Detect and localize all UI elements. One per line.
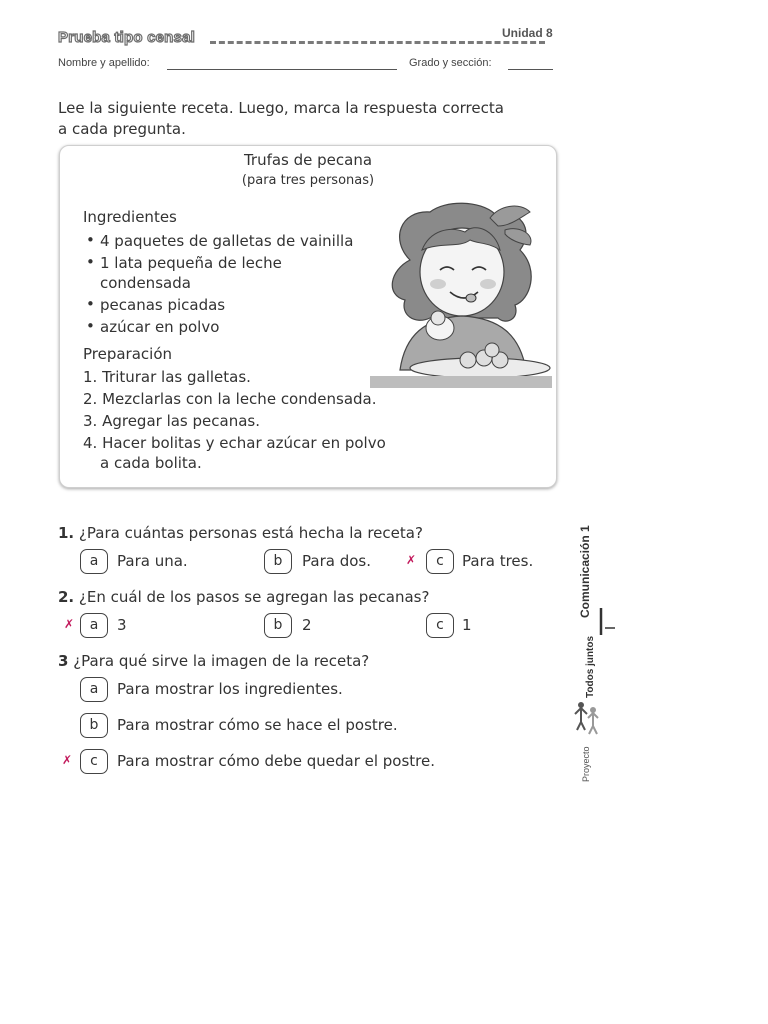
instructions-line-2: a cada pregunta. xyxy=(58,120,186,138)
book-title: Comunicación 1 xyxy=(578,525,592,618)
question-3 xyxy=(58,652,369,670)
recipe-title: Trufas de pecana xyxy=(243,151,373,169)
girl-eating-truffles-illustration xyxy=(370,200,552,390)
project-name: Todos juntos xyxy=(585,635,596,698)
q1-option-c[interactable]: c xyxy=(426,549,454,574)
q2-option-a[interactable]: a xyxy=(80,613,108,638)
recipe-subtitle: (para tres personas) xyxy=(241,173,375,188)
grade-line[interactable] xyxy=(508,69,553,70)
q2-option-b[interactable]: b xyxy=(264,613,292,638)
question-number: 1. xyxy=(58,524,75,542)
ingredient-item: azúcar en polvo xyxy=(100,318,220,336)
bullet: • xyxy=(86,253,95,271)
answer-check-mark: ✗ xyxy=(406,553,417,567)
question-number: 3 xyxy=(58,652,69,670)
step-item: 1. Triturar las galletas. xyxy=(83,368,251,386)
ingredient-item-continued: condensada xyxy=(100,274,191,292)
bullet: • xyxy=(86,317,95,335)
q1-option-a-text: Para una. xyxy=(117,552,188,570)
q3-option-a-text: Para mostrar los ingredientes. xyxy=(117,680,343,698)
question-2 xyxy=(58,588,429,606)
bullet: • xyxy=(86,231,95,249)
question-number: 2. xyxy=(58,588,75,606)
preparation-heading: Preparación xyxy=(83,345,173,363)
step-item: 3. Agregar las pecanas. xyxy=(83,412,260,430)
q3-option-a[interactable]: a xyxy=(80,677,108,702)
q1-option-c-text: Para tres. xyxy=(462,552,534,570)
question-text: ¿En cuál de los pasos se agregan las pecanas? xyxy=(78,588,430,606)
answer-check-mark: ✗ xyxy=(62,753,73,767)
name-line[interactable] xyxy=(167,69,397,70)
ingredient-item: pecanas picadas xyxy=(100,296,226,314)
ingredients-heading: Ingredientes xyxy=(83,208,177,226)
test-title: Prueba tipo censal xyxy=(58,29,195,46)
project-word: Proyecto xyxy=(581,746,591,782)
ingredient-item: 4 paquetes de galletas de vainilla xyxy=(100,232,354,250)
q3-option-b[interactable]: b xyxy=(80,713,108,738)
question-text: ¿Para cuántas personas está hecha la receta? xyxy=(78,524,423,542)
bullet: • xyxy=(86,295,95,313)
question-text: ¿Para qué sirve la imagen de la receta? xyxy=(73,652,370,670)
q3-option-b-text: Para mostrar cómo se hace el postre. xyxy=(117,716,398,734)
q2-option-c-text: 1 xyxy=(462,616,472,634)
q3-option-c[interactable]: c xyxy=(80,749,108,774)
instructions xyxy=(58,98,558,140)
ingredient-item: 1 lata pequeña de leche xyxy=(100,254,282,272)
sidebar-branding xyxy=(571,500,621,790)
grade-label: Grado y sección: xyxy=(409,57,492,69)
unit-label: Unidad 8 xyxy=(502,26,553,40)
answer-check-mark: ✗ xyxy=(64,617,75,631)
q2-option-a-text: 3 xyxy=(117,616,127,634)
header-divider xyxy=(210,41,545,44)
question-1 xyxy=(58,524,423,542)
step-item-continued: a cada bolita. xyxy=(100,454,202,472)
step-item: 2. Mezclarlas con la leche condensada. xyxy=(83,390,377,408)
q1-option-b[interactable]: b xyxy=(264,549,292,574)
step-item: 4. Hacer bolitas y echar azúcar en polvo xyxy=(83,434,386,452)
name-label: Nombre y apellido: xyxy=(58,57,150,69)
instructions-line-1: Lee la siguiente receta. Luego, marca la respuesta correcta xyxy=(58,99,504,117)
project-logo-icon xyxy=(575,702,598,734)
q2-option-b-text: 2 xyxy=(302,616,312,634)
q2-option-c[interactable]: c xyxy=(426,613,454,638)
q1-option-b-text: Para dos. xyxy=(302,552,371,570)
q1-option-a[interactable]: a xyxy=(80,549,108,574)
q3-option-c-text: Para mostrar cómo debe quedar el postre. xyxy=(117,752,436,770)
